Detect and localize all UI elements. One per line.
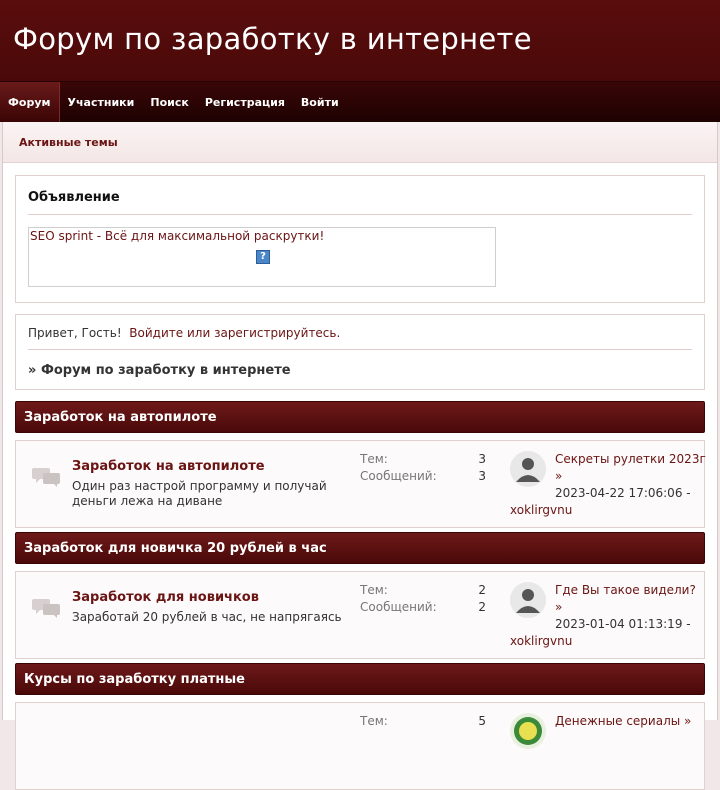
board-title[interactable]: Заработок для новичков [72, 590, 259, 605]
go-to-post-icon[interactable]: » [684, 714, 692, 728]
welcome-box [15, 314, 705, 390]
category-header[interactable]: Курсы по заработку платные [15, 663, 705, 695]
main-nav [0, 82, 720, 122]
breadcrumb-forum-link[interactable]: Форум по заработку в интернете [40, 363, 291, 378]
announcement-link[interactable]: SEO sprint - Всё для максимальной раскрутки! [30, 229, 325, 243]
board-row [15, 702, 705, 790]
welcome-line [28, 326, 340, 340]
chat-bubbles-icon [32, 596, 62, 618]
category-header[interactable]: Заработок на автопилоте [15, 401, 705, 433]
active-topics-link[interactable]: Активные темы [19, 135, 118, 149]
announcement-box [15, 175, 705, 303]
register-link[interactable]: зарегистрируйтесь. [214, 326, 341, 340]
nav-login[interactable]: Войти [300, 95, 339, 109]
last-topic-link[interactable]: Денежные сериалы [555, 714, 681, 728]
breadcrumb-arrow: » [28, 363, 37, 378]
posts-count: 3 [478, 469, 486, 483]
posts-count: 2 [478, 600, 486, 614]
last-post [510, 582, 706, 650]
announcement-frame [28, 227, 496, 287]
site-title[interactable]: Форум по заработку в интернете [13, 22, 532, 56]
last-post [510, 451, 706, 519]
last-topic-link[interactable]: Где Вы такое видели? [555, 583, 696, 597]
page-content [2, 122, 718, 728]
board-description: Заработай 20 рублей в час, не напрягаясь [72, 610, 342, 624]
last-post-author[interactable]: xoklirgvnu [510, 634, 573, 648]
last-post-author[interactable]: xoklirgvnu [510, 503, 573, 517]
divider [28, 214, 692, 215]
or-text: или [186, 326, 211, 340]
topics-label: Тем: [360, 452, 388, 466]
breadcrumb [28, 363, 291, 378]
login-link[interactable]: Войдите [129, 326, 184, 340]
site-header [0, 0, 720, 82]
nav-search[interactable]: Поиск [150, 95, 189, 109]
date-separator: - [686, 486, 691, 500]
board-title[interactable]: Заработок на автопилоте [72, 459, 265, 474]
nav-members[interactable]: Участники [67, 95, 135, 109]
topics-count: 5 [478, 714, 486, 728]
go-to-post-icon[interactable]: » [555, 469, 563, 483]
category-header[interactable]: Заработок для новичка 20 рублей в час [15, 532, 705, 564]
sub-navbar [3, 122, 717, 163]
last-topic-link[interactable]: Секреты рулетки 2023г [555, 452, 706, 466]
greeting-text: Привет, Гость! [28, 326, 122, 340]
last-post-date: 2023-01-04 01:13:19 [555, 617, 683, 631]
date-separator: - [686, 617, 691, 631]
board-description: Один раз настрой программу и получай деньги лежа на диване [72, 479, 327, 508]
board-row [15, 571, 705, 659]
broken-image-icon[interactable]: ? [256, 250, 270, 264]
last-post-date: 2023-04-22 17:06:06 [555, 486, 683, 500]
go-to-post-icon[interactable]: » [555, 600, 563, 614]
board-row [15, 440, 705, 528]
nav-forum[interactable]: Форум [0, 82, 60, 122]
posts-label: Сообщений: [360, 600, 437, 614]
divider [28, 349, 692, 350]
topics-count: 3 [478, 452, 486, 466]
topics-label: Тем: [360, 583, 388, 597]
chat-bubbles-icon [32, 465, 62, 487]
topics-count: 2 [478, 583, 486, 597]
last-post [510, 713, 706, 730]
topics-label: Тем: [360, 714, 388, 728]
posts-label: Сообщений: [360, 469, 437, 483]
announcement-title: Объявление [28, 190, 120, 205]
nav-register[interactable]: Регистрация [204, 95, 285, 109]
